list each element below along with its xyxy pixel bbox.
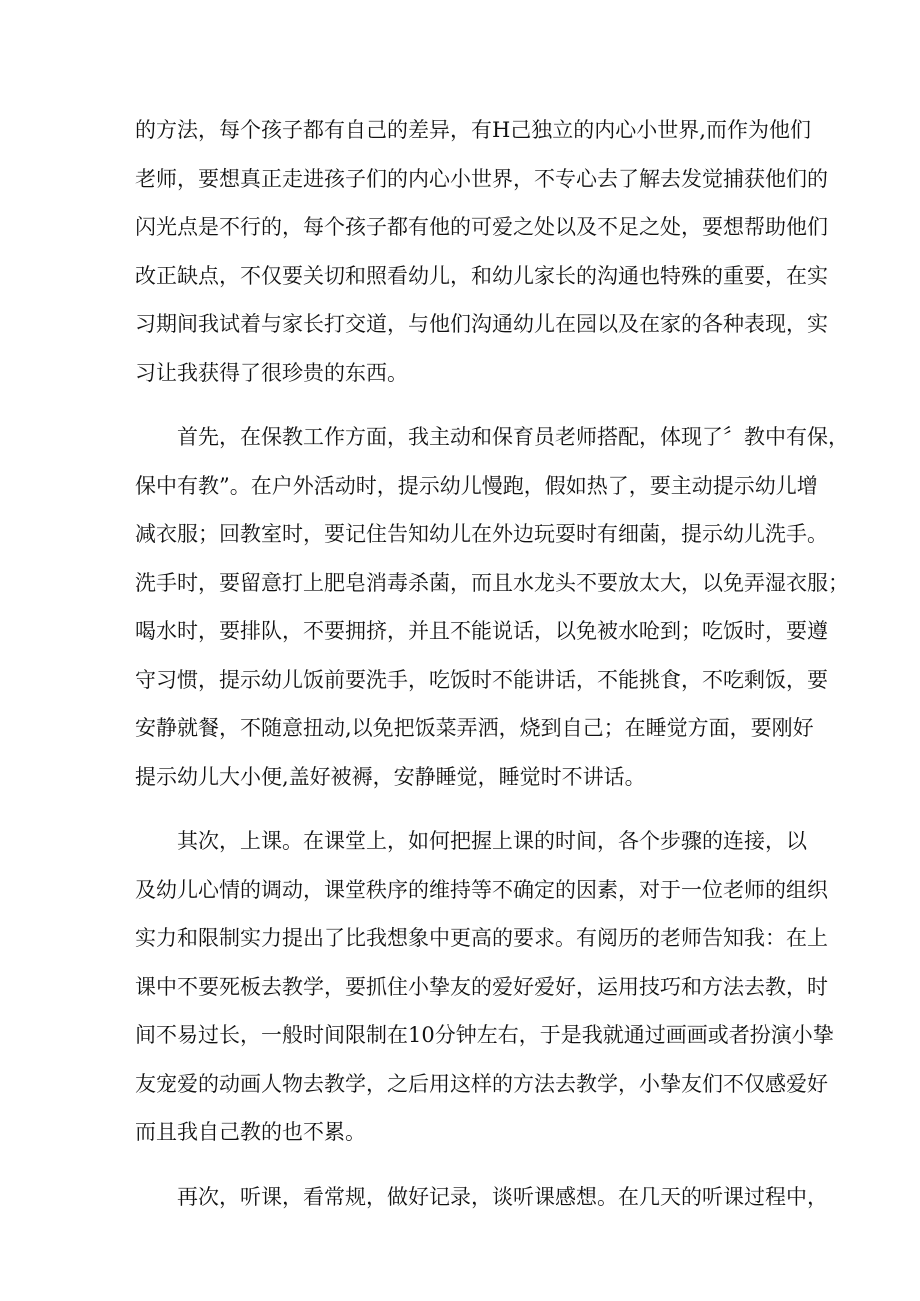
paragraph-4 (135, 1173, 828, 1222)
text-line: 提示幼儿大小便,盖好被褥，安静睡觉，睡觉时不讲话。 (135, 764, 646, 789)
text-line: 喝水时，要排队，不要拥挤，并且不能说话，以免被水呛到；吃饭时，要遵 (135, 619, 828, 643)
text-line: 守习惯，提示幼儿饭前要洗手，吃饭时不能讲话，不能挑食，不吃剩饭，要 (135, 667, 828, 692)
text-line: 减衣服；回教室时，要记住告知幼儿在外边玩耍时有细菌，提示幼儿洗手。 (135, 522, 828, 546)
text-line: 首先，在保教工作方面，我主动和保育员老师搭配，体现了〞教中有保， (135, 425, 849, 449)
text-line: 老师，要想真正走进孩子们的内心小世界，不专心去了解去发觉捕获他们的 (135, 166, 828, 191)
text-line: 洗手时，要留意打上肥皂消毒杀菌，而且水龙头不要放太大，以免弄湿衣服； (135, 570, 849, 595)
document-body (135, 106, 849, 1221)
text-line: 其次，上课。在课堂上，如何把握上课的时间，各个步骤的连接，以 (135, 829, 807, 853)
text-line: 习期间我试着与家长打交道，与他们沟通幼儿在园以及在家的各种表现，实 (135, 312, 828, 336)
text-line: 保中有教”。在户外活动时，提示幼儿慢跑，假如热了，要主动提示幼儿增 (135, 473, 818, 498)
text-line: 及幼儿心情的调动，课堂秩序的维持等不确定的因素，对于一位老师的组织 (135, 877, 828, 902)
text-line: 课中不要死板去教学，要抓住小挚友的爱好爱好，运用技巧和方法去教，时 (135, 974, 828, 999)
paragraph-3 (135, 817, 834, 1157)
text-line: 改正缺点，不仅要关切和照看幼儿，和幼儿家长的沟通也特殊的重要，在实 (135, 263, 828, 288)
paragraph-1 (135, 106, 828, 397)
text-line: 友宠爱的动画人物去教学，之后用这样的方法去教学，小挚友们不仅感爱好 (135, 1071, 828, 1096)
text-line: 闪光点是不行的，每个孩子都有他的可爱之处以及不足之处，要想帮助他们 (135, 215, 828, 239)
text-line: 实力和限制实力提出了比我想象中更高的要求。有阅历的老师告知我：在上 (135, 926, 828, 950)
text-line: 再次，听课，看常规，做好记录，谈听课感想。在几天的听课过程中， (135, 1184, 828, 1209)
text-line: 而且我自己教的也不累。 (135, 1120, 366, 1144)
text-line: 的方法，每个孩子都有自己的差异，有H己独立的内心小世界,而作为他们 (135, 118, 811, 142)
text-line: 间不易过长，一般时间限制在10分钟左右，于是我就通过画画或者扮演小挚 (135, 1023, 834, 1047)
text-line: 习让我获得了很珍贵的东西。 (135, 360, 408, 385)
text-line: 安静就餐，不随意扭动,以免把饭菜弄洒，烧到自己；在睡觉方面，要刚好 (135, 716, 814, 740)
paragraph-2 (135, 413, 849, 801)
